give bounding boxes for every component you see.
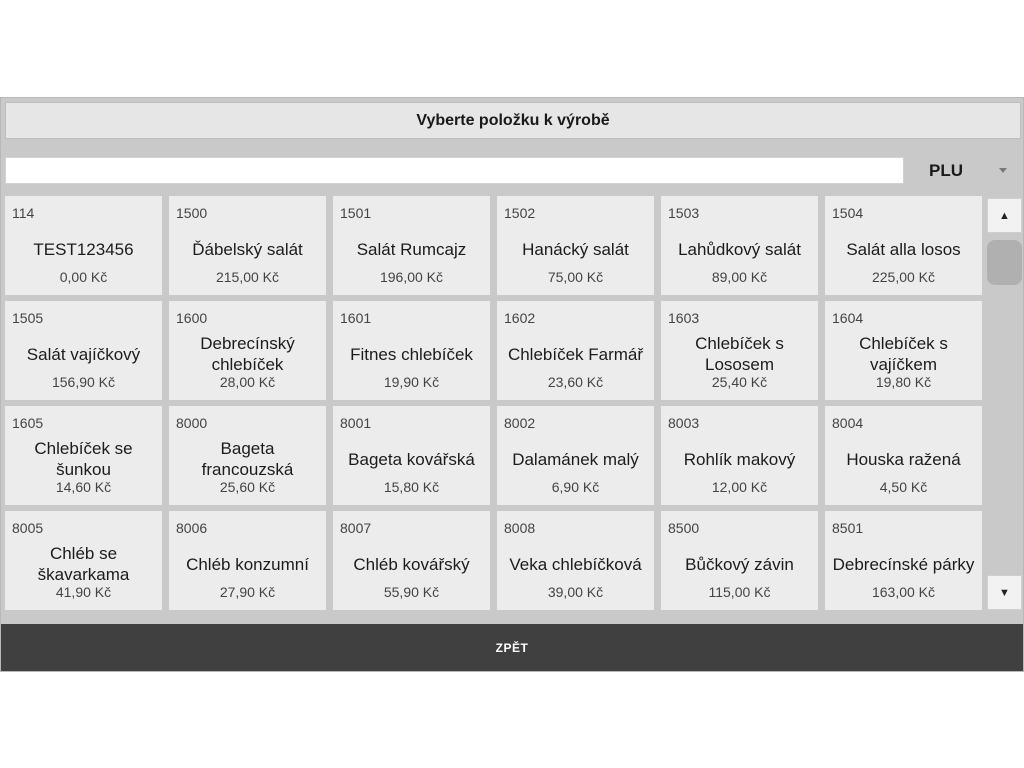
product-code: 1605 (12, 415, 44, 431)
arrow-up-icon: ▲ (999, 209, 1010, 222)
product-name: Ďábelský salát (192, 239, 303, 259)
scrollbar-track[interactable] (987, 235, 1022, 573)
product-tile[interactable] (169, 511, 326, 610)
product-tile[interactable] (333, 301, 490, 400)
product-tile[interactable] (169, 301, 326, 400)
back-button[interactable]: ZPĚT (1, 624, 1023, 671)
product-code: 1603 (668, 310, 700, 326)
product-code: 1504 (832, 205, 864, 221)
product-name: Fitnes chlebíček (350, 344, 473, 364)
product-tile[interactable] (5, 196, 162, 295)
product-tile[interactable] (825, 406, 982, 505)
product-tile[interactable] (497, 196, 654, 295)
product-name: Chlebíček Farmář (507, 344, 644, 364)
product-price: 55,90 Kč (383, 584, 440, 600)
product-name: Debrecínské párky (832, 554, 975, 574)
product-price: 41,90 Kč (55, 584, 112, 600)
product-code: 8002 (504, 415, 536, 431)
product-price: 19,90 Kč (383, 374, 440, 390)
chevron-down-icon (999, 168, 1007, 173)
product-price: 215,00 Kč (215, 269, 280, 285)
product-price: 25,40 Kč (711, 374, 768, 390)
product-price: 25,60 Kč (219, 479, 276, 495)
product-price: 4,50 Kč (879, 479, 928, 495)
product-name: Salát vajíčkový (26, 344, 141, 364)
product-code: 8000 (176, 415, 208, 431)
product-tile[interactable] (825, 196, 982, 295)
product-name: Dalamánek malý (512, 449, 639, 469)
product-tile[interactable] (661, 406, 818, 505)
product-price: 39,00 Kč (547, 584, 604, 600)
product-name: Bageta kovářská (348, 449, 475, 469)
product-price: 19,80 Kč (875, 374, 932, 390)
product-price: 14,60 Kč (55, 479, 112, 495)
product-code: 1503 (668, 205, 700, 221)
product-price: 75,00 Kč (547, 269, 604, 285)
product-tile[interactable] (825, 511, 982, 610)
product-name: Chlebíček se šunkou (34, 439, 133, 479)
product-name: TEST123456 (33, 239, 134, 259)
product-tile[interactable] (497, 511, 654, 610)
product-tile[interactable] (825, 301, 982, 400)
product-name: Chléb konzumní (186, 554, 309, 574)
product-tile[interactable] (5, 406, 162, 505)
product-name: Chléb se škavarkama (37, 544, 130, 584)
product-name: Chlebíček s vajíčkem (859, 334, 948, 374)
product-name: Salát alla losos (846, 239, 961, 259)
product-price: 89,00 Kč (711, 269, 768, 285)
product-price: 12,00 Kč (711, 479, 768, 495)
product-tile[interactable] (333, 406, 490, 505)
product-code: 1602 (504, 310, 536, 326)
scroll-up-button[interactable] (987, 198, 1022, 233)
product-price: 15,80 Kč (383, 479, 440, 495)
product-code: 1502 (504, 205, 536, 221)
arrow-down-icon: ▼ (999, 586, 1010, 599)
product-code: 8004 (832, 415, 864, 431)
product-price: 225,00 Kč (871, 269, 936, 285)
product-tile[interactable] (5, 511, 162, 610)
product-tile[interactable] (497, 301, 654, 400)
product-name: Hanácký salát (522, 239, 629, 259)
product-price: 6,90 Kč (551, 479, 600, 495)
product-price: 28,00 Kč (219, 374, 276, 390)
product-code: 1501 (340, 205, 372, 221)
product-name: Chlebíček s Lososem (695, 334, 784, 374)
product-code: 8500 (668, 520, 700, 536)
search-mode-select[interactable] (911, 156, 1021, 186)
product-price: 0,00 Kč (59, 269, 108, 285)
product-tile[interactable] (169, 196, 326, 295)
product-code: 8003 (668, 415, 700, 431)
product-tile[interactable] (497, 406, 654, 505)
product-code: 8005 (12, 520, 44, 536)
product-name: Rohlík makový (683, 449, 796, 469)
product-code: 1505 (12, 310, 44, 326)
product-code: 8501 (832, 520, 864, 536)
product-code: 8001 (340, 415, 372, 431)
product-tile[interactable] (169, 406, 326, 505)
item-select-dialog (0, 97, 1024, 672)
product-tile[interactable] (661, 511, 818, 610)
search-mode-label: PLU (929, 161, 963, 180)
product-price: 156,90 Kč (51, 374, 116, 390)
product-price: 196,00 Kč (379, 269, 444, 285)
product-code: 1600 (176, 310, 208, 326)
product-tile[interactable] (5, 301, 162, 400)
item-grid (5, 196, 981, 610)
product-price: 23,60 Kč (547, 374, 604, 390)
product-tile[interactable] (661, 196, 818, 295)
product-code: 1604 (832, 310, 864, 326)
product-code: 1500 (176, 205, 208, 221)
product-name: Lahůdkový salát (678, 239, 801, 259)
dialog-title: Vyberte položku k výrobě (5, 102, 1021, 139)
product-name: Bageta francouzská (201, 439, 294, 479)
search-input[interactable] (5, 157, 904, 184)
product-price: 115,00 Kč (708, 584, 771, 600)
product-tile[interactable] (333, 196, 490, 295)
product-name: Debrecínský chlebíček (200, 334, 295, 374)
product-name: Chléb kovářský (353, 554, 470, 574)
product-code: 1601 (340, 310, 372, 326)
product-name: Salát Rumcajz (356, 239, 467, 259)
product-price: 163,00 Kč (871, 584, 936, 600)
product-tile[interactable] (333, 511, 490, 610)
product-name: Bůčkový závin (685, 554, 794, 574)
scroll-down-button[interactable] (987, 575, 1022, 610)
product-price: 27,90 Kč (219, 584, 276, 600)
product-code: 114 (12, 205, 35, 221)
product-tile[interactable] (661, 301, 818, 400)
product-name: Houska ražená (846, 449, 961, 469)
scrollbar-thumb[interactable] (987, 240, 1022, 285)
product-name: Veka chlebíčková (509, 554, 642, 574)
product-code: 8006 (176, 520, 208, 536)
product-code: 8007 (340, 520, 372, 536)
product-code: 8008 (504, 520, 536, 536)
